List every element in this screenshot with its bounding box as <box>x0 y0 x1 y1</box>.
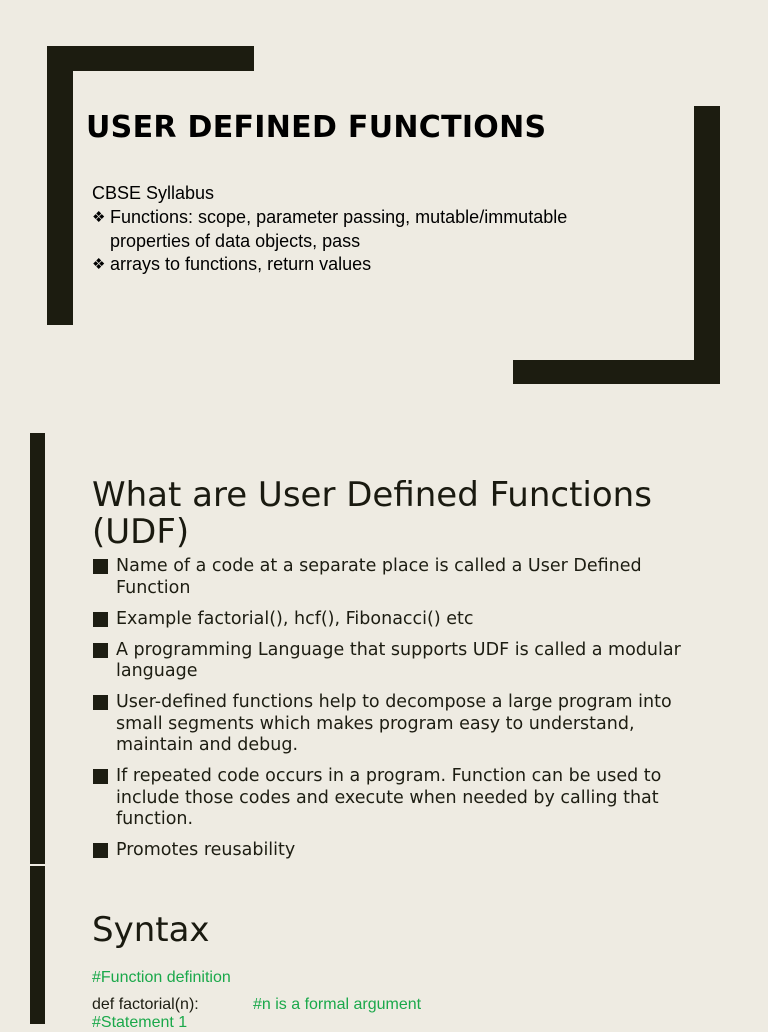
list-item <box>92 206 632 253</box>
list-item-text: A programming Language that supports UDF is called a modular language <box>116 639 681 681</box>
list-item-text: Functions: scope, parameter passing, mutable/immutable properties of data objects, pass <box>110 207 568 251</box>
code-statement-line: #Statement 1 <box>92 1014 188 1031</box>
slide1-bullet-list <box>92 206 632 277</box>
square-bullet-icon <box>93 559 108 574</box>
code-comment-definition: #Function definition <box>92 969 231 986</box>
code-def-line: def factorial(n): <box>92 996 199 1013</box>
list-item <box>92 253 632 277</box>
list-item <box>92 766 702 831</box>
slide3-title: Syntax <box>92 910 210 950</box>
list-item-text: User-defined functions help to decompose a large program into small segments which makes program easy to understand, maintain and debug. <box>116 692 672 755</box>
square-bullet-icon <box>93 643 108 658</box>
frame-bar-top-left <box>47 46 254 71</box>
slide2-accent-bar <box>30 433 45 864</box>
list-item-text: Example factorial(), hcf(), Fibonacci() etc <box>116 608 474 629</box>
list-item <box>92 556 702 599</box>
square-bullet-icon <box>93 843 108 858</box>
slide2-title: What are User Defined Functions (UDF) <box>92 475 652 552</box>
slide1-title: USER DEFINED FUNCTIONS <box>86 110 547 145</box>
slide3-accent-bar <box>30 866 45 1024</box>
square-bullet-icon <box>93 612 108 627</box>
diamond-bullet-icon: ❖ <box>92 209 106 226</box>
list-item-text: Name of a code at a separate place is called a User Defined Function <box>116 556 642 598</box>
list-item-text: Promotes reusability <box>116 840 296 860</box>
list-item-text: If repeated code occurs in a program. Function can be used to include those codes and execute when needed by calling that function. <box>116 766 662 829</box>
code-def-comment: #n is a formal argument <box>253 996 422 1013</box>
frame-bar-left <box>47 46 73 325</box>
frame-bar-bottom-right <box>513 360 720 384</box>
list-item <box>92 840 702 862</box>
list-item <box>92 692 702 757</box>
list-item <box>92 609 702 631</box>
slide1-subtitle: CBSE Syllabus <box>92 183 215 203</box>
list-item-text: arrays to functions, return values <box>110 254 372 274</box>
square-bullet-icon <box>93 769 108 784</box>
diamond-bullet-icon: ❖ <box>92 256 106 273</box>
frame-bar-right <box>694 106 720 384</box>
slide2-bullet-list <box>92 556 702 871</box>
square-bullet-icon <box>93 695 108 710</box>
list-item <box>92 640 702 683</box>
